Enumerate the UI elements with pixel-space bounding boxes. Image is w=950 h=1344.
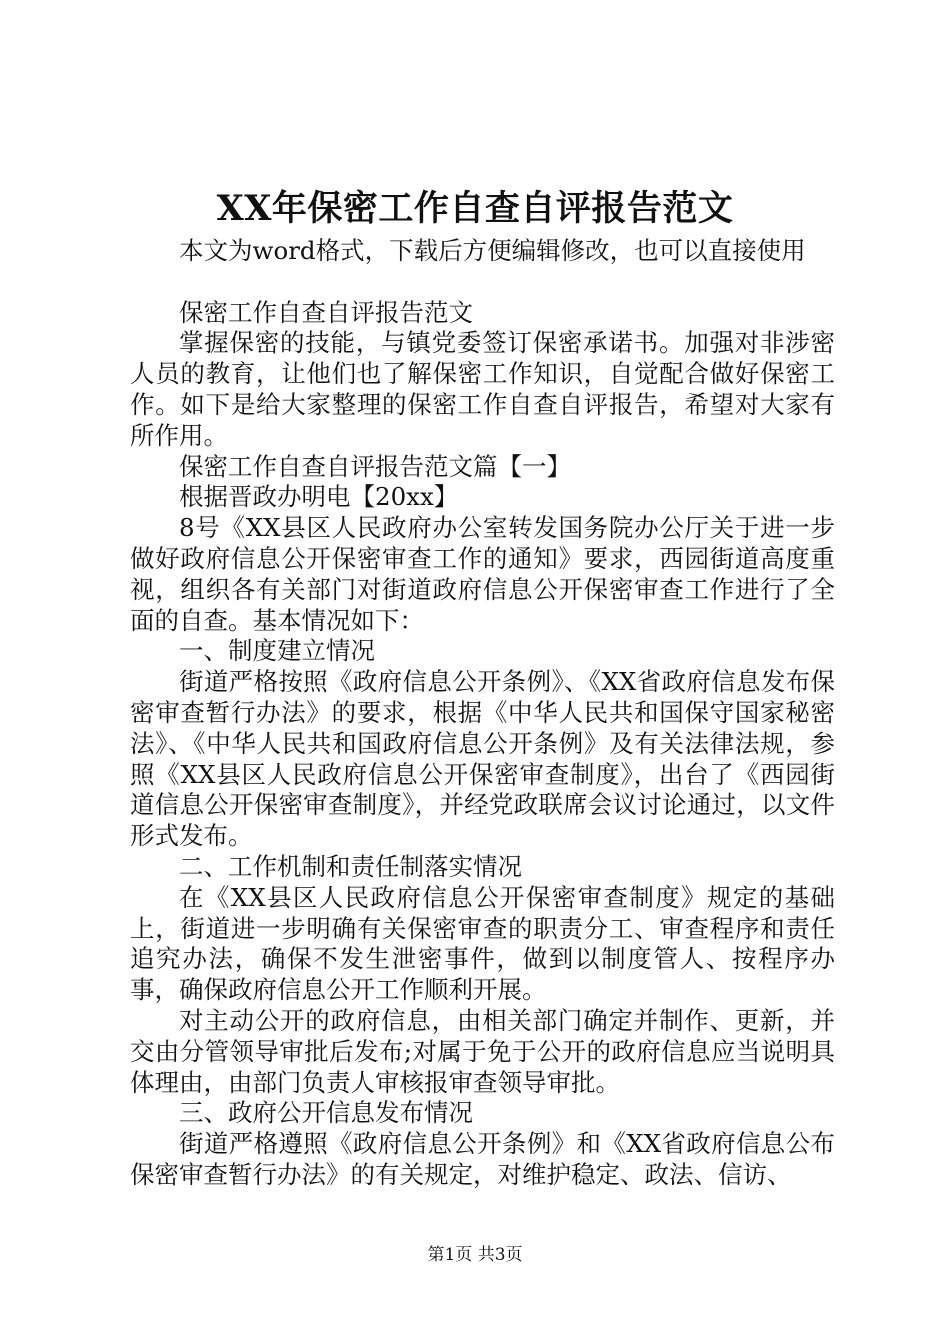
information-release-paragraph: 街道严格遵照《政府信息公开条例》和《XX省政府信息公布保密审查暂行办法》的有关规定，对维护稳定、政法、信访、 bbox=[130, 1129, 835, 1189]
page-number-footer: 第1页 共3页 bbox=[427, 1245, 523, 1265]
section-heading-part-one: 保密工作自查自评报告范文篇【一】 bbox=[179, 451, 571, 481]
subtitle-paragraph: 保密工作自查自评报告范文 bbox=[179, 297, 473, 327]
document-body bbox=[130, 236, 835, 1191]
reference-paragraph: 根据晋政办明电【20xx】 bbox=[179, 482, 459, 512]
heading-system-establishment: 一、制度建立情况 bbox=[179, 636, 375, 666]
work-mechanism-paragraph: 在《XX县区人民政府信息公开保密审查制度》规定的基础上，街道进一步明确有关保密审查的职责分工、审查程序和责任追究办法，确保不发生泄密事件，做到以制度管人、按程序办事，确保政府信息公开工作顺利开展。 bbox=[130, 882, 835, 1005]
heading-information-release: 三、政府公开信息发布情况 bbox=[179, 1098, 473, 1128]
disclosure-procedure-paragraph: 对主动公开的政府信息，由相关部门确定并制作、更新，并交由分管领导审批后发布;对属于免于公开的政府信息应当说明具体理由，由部门负责人审核报审查领导审批。 bbox=[130, 1005, 835, 1097]
notice-paragraph: 8号《XX县区人民政府办公室转发国务院办公厅关于进一步做好政府信息公开保密审查工作的通知》要求，西园街道高度重视，组织各有关部门对街道政府信息公开保密审查工作进行了全面的自查。基本情况如下： bbox=[130, 513, 835, 635]
system-establishment-paragraph: 街道严格按照《政府信息公开条例》、《XX省政府信息发布保密审查暂行办法》的要求，根据《中华人民共和国保守国家秘密法》、《中华人民共和国政府信息公开条例》及有关法律法规，参照《XX县区人民政府信息公开保密审查制度》，出台了《西园街道信息公开保密审查制度》，并经党政联席会议讨论通过，以文件形式发布。 bbox=[130, 667, 835, 851]
heading-work-mechanism: 二、工作机制和责任制落实情况 bbox=[179, 851, 522, 881]
intro-paragraph: 掌握保密的技能，与镇党委签订保密承诺书。加强对非涉密人员的教育，让他们也了解保密工作知识，自觉配合做好保密工作。如下是给大家整理的保密工作自查自评报告，希望对大家有所作用。 bbox=[130, 328, 835, 450]
format-note-paragraph: 本文为word格式，下载后方便编辑修改，也可以直接使用 bbox=[179, 236, 806, 265]
document-title: XX年保密工作自查自评报告范文 bbox=[216, 188, 734, 229]
